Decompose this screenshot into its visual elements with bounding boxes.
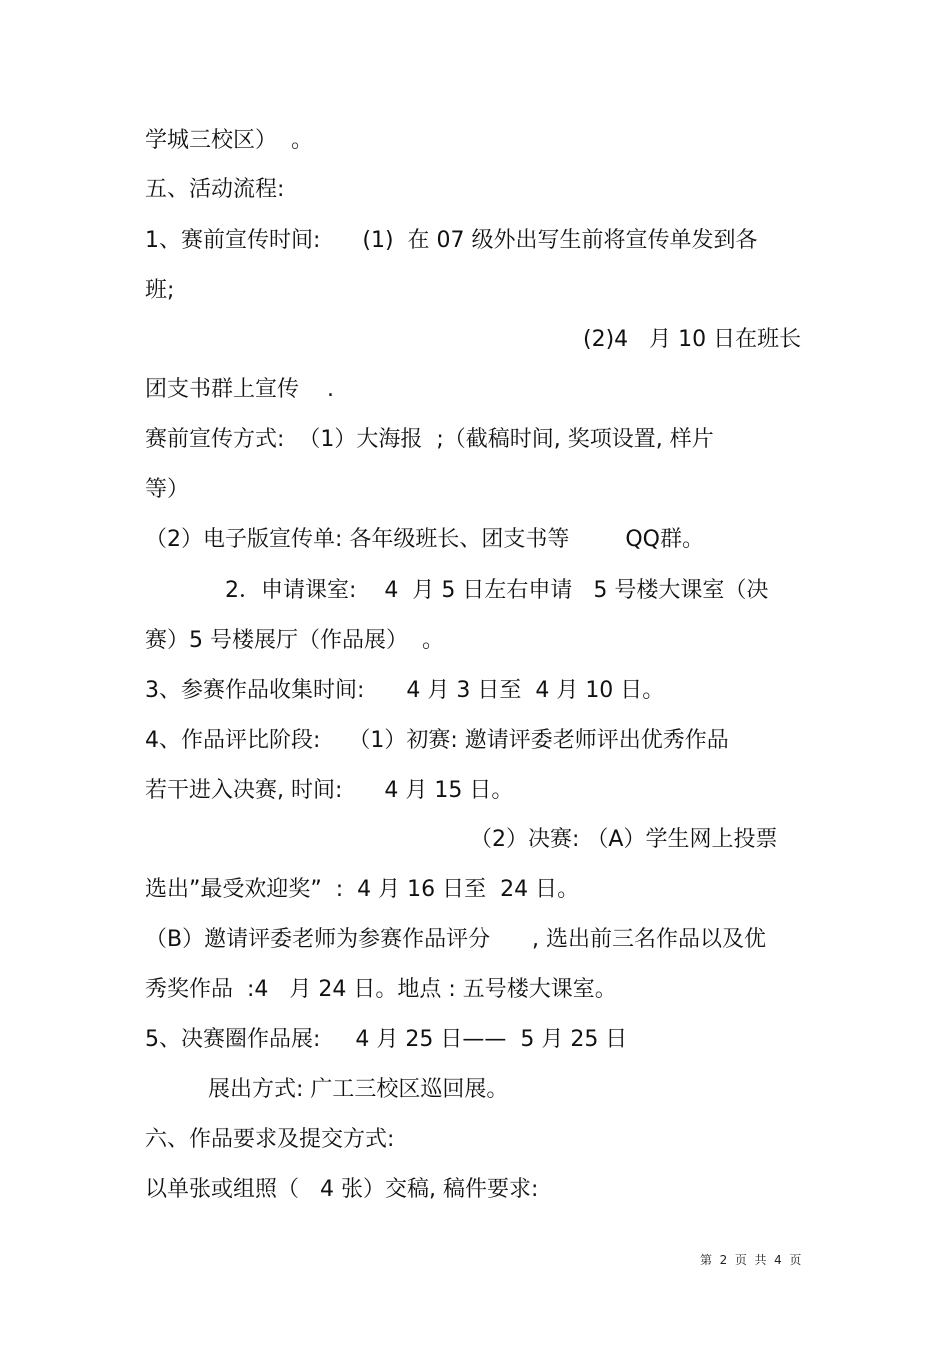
text-line-9: （2）电子版宣传单: 各年级班长、团支书等 QQ群。 bbox=[145, 527, 704, 552]
text-line-1: 学城三校区） 。 bbox=[145, 128, 313, 153]
page-number-footer: 第 2 页 共 4 页 bbox=[700, 1253, 802, 1267]
text-line-22: 以单张或组照（ 4 张）交稿, 稿件要求: bbox=[145, 1177, 539, 1202]
text-line-13: 4、作品评比阶段: （1）初赛: 邀请评委老师评出优秀作品 bbox=[145, 728, 729, 753]
text-line-7: 赛前宣传方式: （1）大海报 ;（截稿时间, 奖项设置, 样片 bbox=[145, 427, 714, 452]
text-line-15: （2）决赛: （A）学生网上投票 bbox=[470, 827, 778, 852]
section-heading-requirements: 六、作品要求及提交方式: bbox=[145, 1127, 395, 1152]
text-line-12: 3、参赛作品收集时间: 4 月 3 日至 4 月 10 日。 bbox=[145, 678, 665, 703]
text-line-19: 5、决赛圈作品展: 4 月 25 日—— 5 月 25 日 bbox=[145, 1027, 628, 1052]
text-line-16: 选出”最受欢迎奖” : 4 月 16 日至 24 日。 bbox=[145, 877, 580, 902]
text-line-14: 若干进入决赛, 时间: 4 月 15 日。 bbox=[145, 778, 514, 803]
text-line-8: 等） bbox=[145, 477, 190, 502]
text-line-10: 2．申请课室: 4 月 5 日左右申请 5 号楼大课室（决 bbox=[225, 578, 769, 603]
text-line-5: (2)4 月 10 日在班长 bbox=[583, 327, 802, 352]
text-line-18: 秀奖作品 :4 月 24 日。地点 : 五号楼大课室。 bbox=[145, 977, 617, 1002]
section-heading-activity-process: 五、活动流程: bbox=[145, 177, 285, 202]
text-line-4: 班; bbox=[145, 278, 175, 303]
text-line-11: 赛）5 号楼展厅（作品展） 。 bbox=[145, 628, 444, 653]
text-line-3: 1、赛前宣传时间: (1) 在 07 级外出写生前将宣传单发到各 bbox=[145, 228, 758, 253]
text-line-6: 团支书群上宣传 . bbox=[145, 377, 334, 402]
text-line-20: 展出方式: 广工三校区巡回展。 bbox=[208, 1077, 509, 1102]
text-line-17: （B）邀请评委老师为参赛作品评分 , 选出前三名作品以及优 bbox=[145, 927, 767, 952]
